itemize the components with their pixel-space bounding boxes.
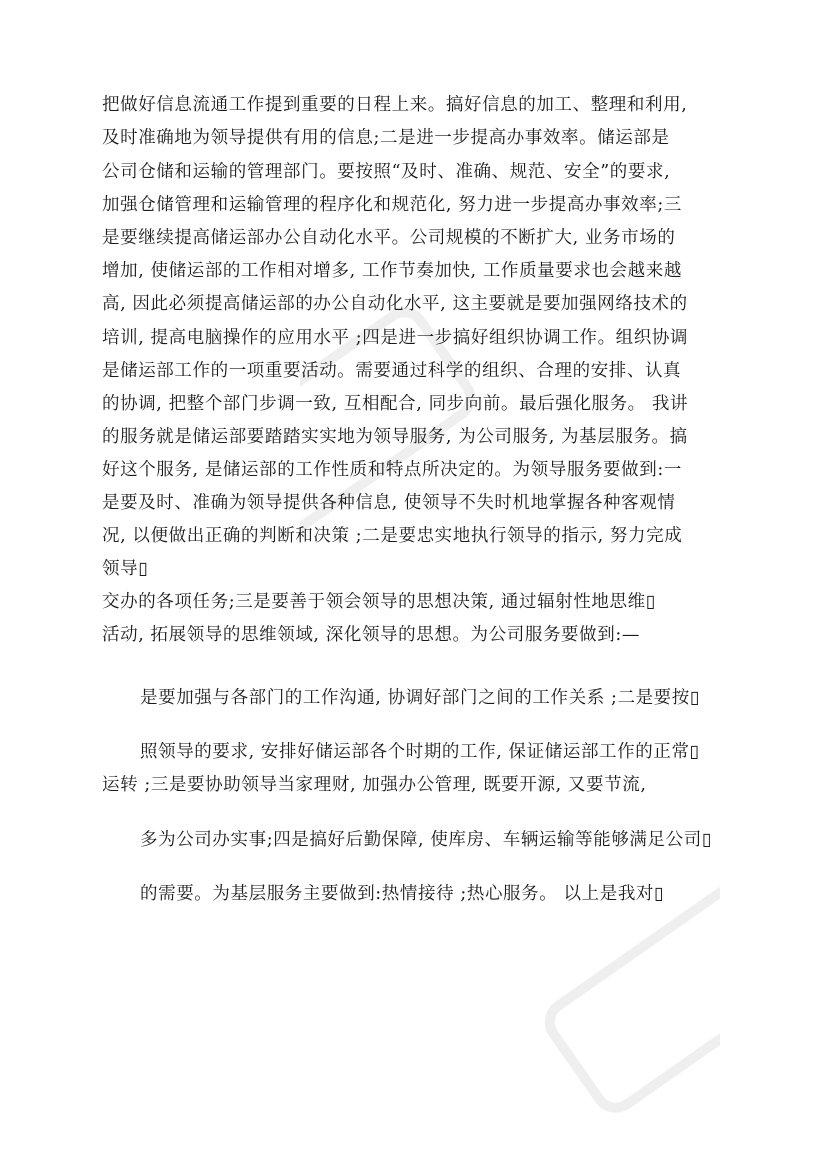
paragraph-line-14: 况, 以便做出正确的判断和决策 ;二是要忠实地执行领导的指示, 努力完成 <box>102 526 683 546</box>
paragraph-line-4: 加强仓储管理和运输管理的程序化和规范化, 努力进一步提高办事效率;三 <box>102 195 682 215</box>
paragraph-line-9: 是储运部工作的一项重要活动。需要通过科学的组织、合理的安排、认真 <box>102 361 682 381</box>
paragraph-line-17: 活动, 拓展领导的思维领域, 深化领导的思想。为公司服务要做到:— <box>102 625 640 645</box>
paragraph-line-6: 增加, 使储运部的工作相对增多, 工作节奏加快, 工作质量要求也会越来越 <box>102 261 682 281</box>
paragraph-line-21: 多为公司办实事;四是搞好后勤保障, 使库房、车辆运输等能够满足公司▯ <box>140 830 713 850</box>
paragraph-line-18: 是要加强与各部门的工作沟通, 协调好部门之间的工作关系 ;二是要按▯ <box>140 688 701 708</box>
paragraph-line-20: 运转 ;三是要协助领导当家理财, 加强办公管理, 既要开源, 又要节流, <box>102 775 647 795</box>
paragraph-line-3: 公司仓储和运输的管理部门。要按照“及时、准确、规范、安全”的要求, <box>102 162 671 182</box>
paragraph-line-2: 及时准确地为领导提供有用的信息;二是进一步提高办事效率。储运部是 <box>102 128 670 148</box>
paragraph-line-5: 是要继续提高储运部办公自动化水平。公司规模的不断扩大, 业务市场的 <box>102 228 676 248</box>
paragraph-line-10: 的协调, 把整个部门步调一致, 互相配合, 同步向前。最后强化服务。 我讲 <box>102 394 689 414</box>
paragraph-line-19: 照领导的要求, 安排好储运部各个时期的工作, 保证储运部工作的正常▯ <box>140 742 700 762</box>
paragraph-line-7: 高, 因此必须提高储运部的办公自动化水平, 这主要就是要加强网络技术的 <box>102 294 688 314</box>
paragraph-line-8: 培训, 提高电脑操作的应用水平 ;四是进一步搞好组织协调工作。组织协调 <box>102 328 689 348</box>
paragraph-line-1: 把做好信息流通工作提到重要的日程上来。搞好信息的加工、整理和利用, <box>102 95 688 115</box>
paragraph-line-11: 的服务就是储运部要踏踏实实地为领导服务, 为公司服务, 为基层服务。搞 <box>102 427 688 447</box>
paragraph-line-12: 好这个服务, 是储运部的工作性质和特点所决定的。为领导服务要做到:一 <box>102 460 682 480</box>
paragraph-line-15: 领导▯ <box>102 559 149 579</box>
paragraph-line-13: 是要及时、准确为领导提供各种信息, 使领导不失时机地掌握各种客观情 <box>102 493 676 513</box>
paragraph-line-16: 交办的各项任务;三是要善于领会领导的思想决策, 通过辐射性地思维▯ <box>102 592 656 612</box>
paragraph-line-22: 的需要。为基层服务主要做到:热情接待 ;热心服务。 以上是我对▯ <box>140 884 665 904</box>
